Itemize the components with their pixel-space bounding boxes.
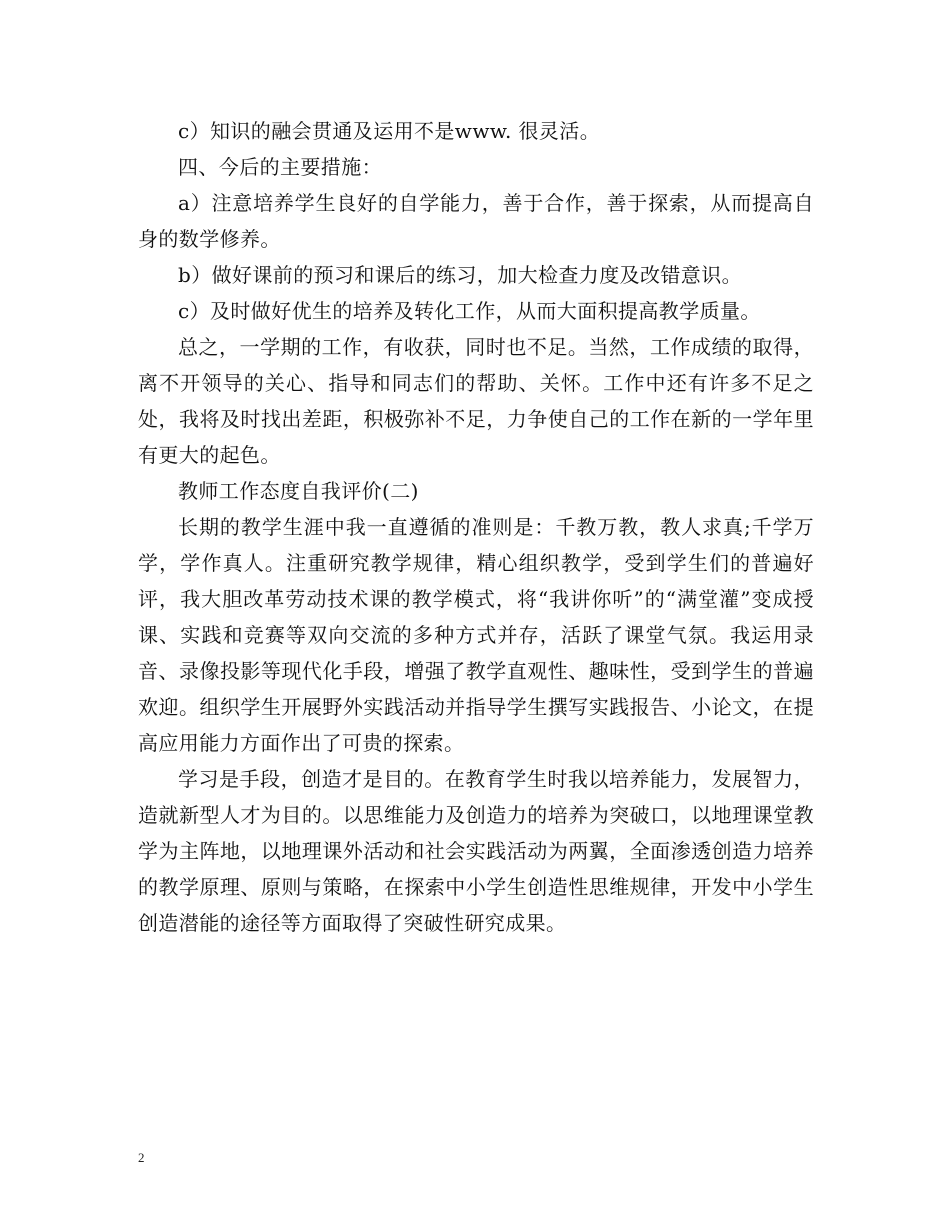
document-body: [138, 113, 814, 941]
paragraph-learning-creation: 学习是手段，创造才是目的。在教育学生时我以培养能力，发展智力，造就新型人才为目的。以思维能力及创造力的培养为突破口，以地理课堂教学为主阵地，以地理课外活动和社会实践活动为两翼，全面渗透创造力培养的教学原理、原则与策略，在探索中小学生创造性思维规律，开发中小学生创造潜能的途径等方面取得了突破性研究成果。: [138, 767, 814, 935]
paragraph-measure-c: c）及时做好优生的培养及转化工作，从而大面积提高教学质量。: [178, 299, 761, 323]
section-heading-measures: 四、今后的主要措施：: [178, 155, 382, 179]
paragraph-teaching-principles: 长期的教学生涯中我一直遵循的准则是：千教万教，教人求真;千学万学，学作真人。注重研究教学规律，精心组织教学，受到学生们的普遍好评，我大胆改革劳动技术课的教学模式，将“我讲你听”的“满堂灌”变成授课、实践和竞赛等双向交流的多种方式并存，活跃了课堂气氛。我运用录音、录像投影等现代化手段，增强了教学直观性、趣味性，受到学生的普遍欢迎。组织学生开展野外实践活动并指导学生撰写实践报告、小论文，在提高应用能力方面作出了可贵的探索。: [138, 515, 814, 755]
section-title-evaluation-2: 教师工作态度自我评价(二): [178, 479, 419, 503]
paragraph-summary: 总之，一学期的工作，有收获，同时也不足。当然，工作成绩的取得，离不开领导的关心、指导和同志们的帮助、关怀。工作中还有许多不足之处，我将及时找出差距，积极弥补不足，力争使自己的工作在新的一学年里有更大的起色。: [138, 335, 814, 467]
paragraph-item-c-knowledge: c）知识的融会贯通及运用不是www. 很灵活。: [178, 119, 601, 143]
paragraph-measure-a: a）注意培养学生良好的自学能力，善于合作，善于探索，从而提高自身的数学修养。: [138, 191, 814, 251]
page-number: 2: [138, 1150, 145, 1165]
paragraph-measure-b: b）做好课前的预习和课后的练习，加大检查力度及改错意识。: [178, 263, 743, 287]
